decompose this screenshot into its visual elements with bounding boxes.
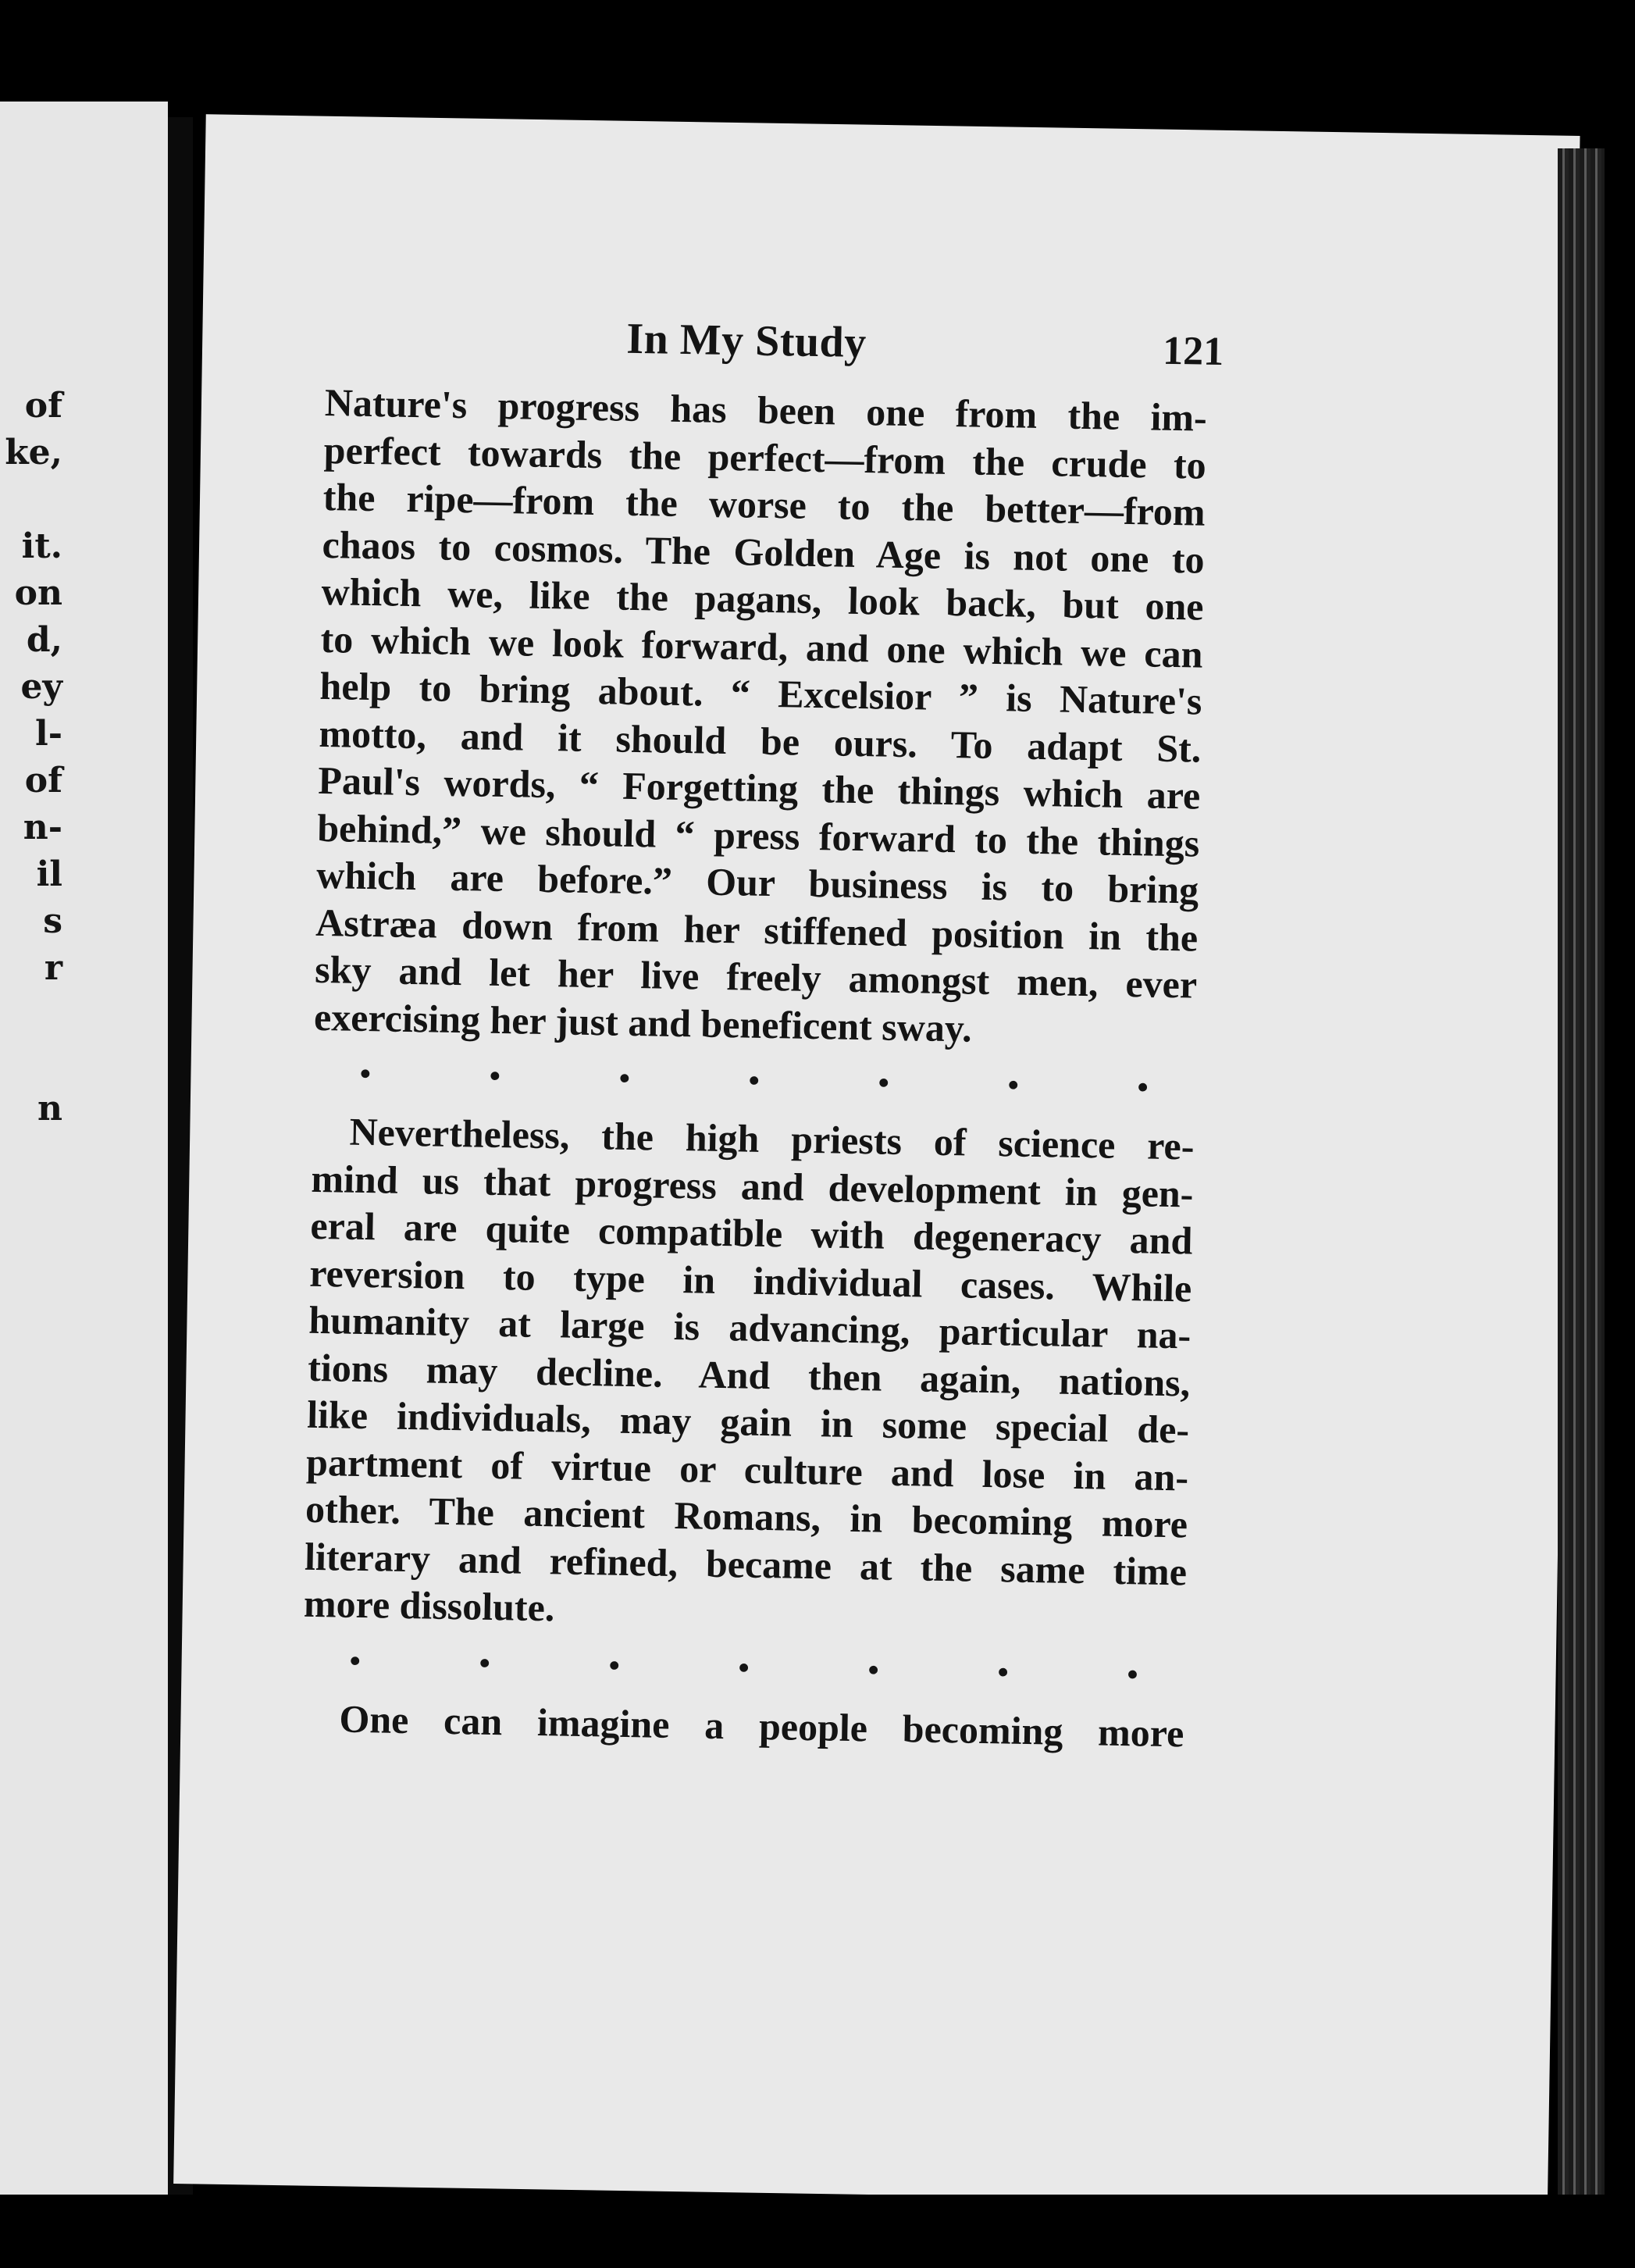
text-line: which we, like the pagans, look back, but one	[321, 569, 1204, 629]
separator-dot: •	[1127, 1656, 1138, 1692]
text-line: chaos to cosmos. The Golden Age is not one to	[322, 522, 1206, 582]
text-line: partment of virtue or culture and lose in an-	[305, 1439, 1189, 1499]
facing-page-text-fragments	[0, 383, 62, 1132]
text-line: Nature's progress has been one from the im-	[324, 380, 1208, 440]
text-line: which are before.” Our business is to bring	[315, 852, 1199, 912]
separator-dot: •	[489, 1057, 501, 1094]
text-line: behind,” we should “ press forward to the things	[316, 805, 1200, 865]
text-line: Nevertheless, the high priests of science re-	[349, 1109, 1195, 1168]
text-line: Paul's words, “ Forgetting the things which are	[317, 758, 1201, 818]
separator-dot: •	[359, 1055, 372, 1092]
page-number: 121	[1162, 328, 1224, 375]
text-line: Astræa down from her stiffened position in the	[315, 900, 1199, 960]
separator-dot: •	[748, 1062, 761, 1098]
text-line: more dissolute.	[303, 1581, 555, 1630]
text-line: perfect towards the perfect—from the crude to	[323, 427, 1207, 487]
text-line: One can imagine a people becoming more	[339, 1696, 1184, 1755]
separator-dot: •	[1007, 1067, 1020, 1103]
text-line: exercising her just and beneficent sway.	[313, 994, 973, 1050]
running-head: In My Study	[625, 314, 867, 368]
fragment-line: of	[24, 386, 62, 426]
text-line: the ripe—from the worse to the better—from	[322, 474, 1206, 534]
separator-dot: •	[618, 1060, 631, 1096]
fragment-line: s	[43, 901, 62, 941]
fragment-line: of	[24, 761, 62, 801]
separator-dot: •	[349, 1642, 362, 1678]
scan-border-bottom	[0, 2195, 1635, 2268]
separator-dot: •	[997, 1653, 1009, 1690]
text-line: reversion to type in individual cases. While	[308, 1250, 1192, 1311]
fragment-line: ke,	[5, 433, 62, 472]
text-line: sky and let her live freely amongst men, ever	[314, 947, 1198, 1007]
text-line: other. The ancient Romans, in becoming more	[305, 1486, 1188, 1546]
separator-dot: •	[878, 1064, 890, 1100]
fragment-line: r	[44, 948, 62, 988]
separator-dot: •	[867, 1651, 880, 1688]
text-line: to which we look forward, and one which we can	[320, 616, 1203, 676]
separator-dot: •	[608, 1647, 621, 1683]
fragment-line: l-	[35, 714, 62, 754]
fragment-line	[0, 1039, 62, 1086]
text-line: mind us that progress and development in gen-	[311, 1156, 1194, 1216]
text-line: motto, and it should be ours. To adapt St.	[319, 711, 1202, 771]
text-line: eral are quite compatible with degeneracy and	[310, 1203, 1193, 1263]
text-line: like individuals, may gain in some special de-	[306, 1392, 1190, 1452]
page-edges	[1558, 148, 1605, 2226]
fragment-line: n	[37, 1089, 62, 1129]
fragment-line: on	[14, 573, 62, 613]
fragment-line	[0, 992, 62, 1039]
text-line: help to bring about. “ Excelsior ” is Nature's	[319, 663, 1202, 723]
fragment-line: it.	[21, 526, 62, 566]
text-line: tions may decline. And then again, nations,	[307, 1345, 1191, 1405]
separator-dot: •	[479, 1645, 491, 1681]
separator-dot: •	[738, 1649, 750, 1685]
text-line: humanity at large is advancing, particular na-	[308, 1297, 1192, 1357]
section-separator	[349, 1642, 1138, 1692]
fragment-line: ey	[20, 667, 62, 707]
fragment-line	[0, 476, 62, 523]
separator-dot: •	[1137, 1069, 1149, 1105]
fragment-line: il	[36, 854, 62, 894]
fragment-line: d,	[26, 620, 62, 660]
section-separator	[359, 1055, 1149, 1105]
fragment-line: n-	[23, 808, 62, 847]
paragraph-1	[314, 379, 1208, 1056]
page-content	[301, 308, 1224, 1756]
text-line: literary and refined, became at the same time	[304, 1534, 1188, 1593]
paragraph-2	[304, 1107, 1195, 1642]
